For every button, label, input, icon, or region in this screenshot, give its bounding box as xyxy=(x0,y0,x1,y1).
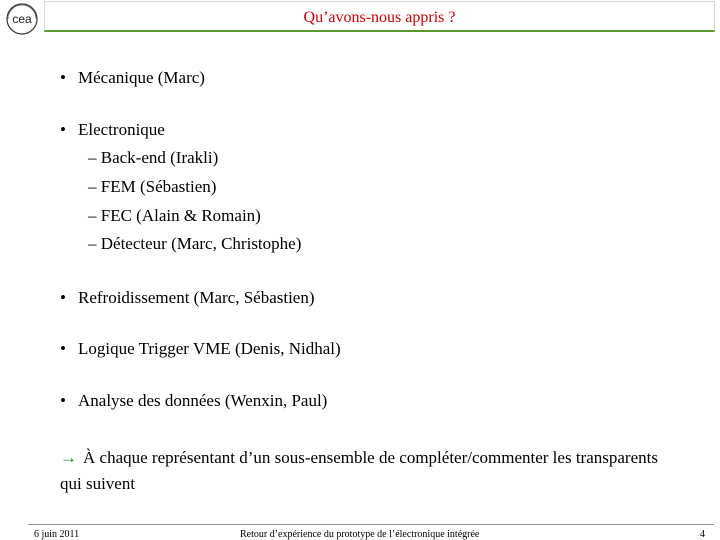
page-number: 4 xyxy=(700,529,705,540)
bullet-text: Analyse des données (Wenxin, Paul) xyxy=(78,391,328,410)
bullet-text: Refroidissement (Marc, Sébastien) xyxy=(78,288,315,307)
bullet-text: Electronique xyxy=(78,120,165,139)
slide-title: Qu’avons-nous appris ? xyxy=(303,9,456,26)
bullet-analyse xyxy=(60,391,327,411)
bullet-electronique xyxy=(60,120,165,140)
sub-bullet-fec: – FEC (Alain & Romain) xyxy=(88,206,261,225)
sub-bullet-detecteur: – Détecteur (Marc, Christophe) xyxy=(88,234,302,253)
cea-logo xyxy=(5,3,39,35)
bullet-symbol: • xyxy=(60,391,66,410)
logo-text: cea xyxy=(12,12,32,26)
title-bar xyxy=(44,1,715,32)
bullet-text: Logique Trigger VME (Denis, Nidhal) xyxy=(78,339,341,358)
bullet-mecanique xyxy=(60,68,205,88)
bullet-symbol: • xyxy=(60,339,66,358)
footer-date: 6 juin 2011 xyxy=(34,529,80,540)
bullet-text: Mécanique (Marc) xyxy=(78,68,205,87)
bullet-symbol: • xyxy=(60,120,66,139)
footer-divider xyxy=(28,524,714,525)
note-paragraph xyxy=(60,445,680,497)
bullet-symbol: • xyxy=(60,288,66,307)
sub-bullet-fem: – FEM (Sébastien) xyxy=(88,177,217,196)
bullet-logique-trigger xyxy=(60,339,341,359)
arrow-right-icon: → xyxy=(60,448,77,467)
footer-title: Retour d’expérience du prototype de l’électronique intégrée xyxy=(240,529,480,540)
note-text: À chaque représentant d’un sous-ensemble de compléter/commenter les transparents qui suivent xyxy=(60,448,658,493)
sub-bullet-back-end: – Back-end (Irakli) xyxy=(88,148,219,167)
bullet-symbol: • xyxy=(60,68,66,87)
bullet-refroidissement xyxy=(60,288,315,308)
